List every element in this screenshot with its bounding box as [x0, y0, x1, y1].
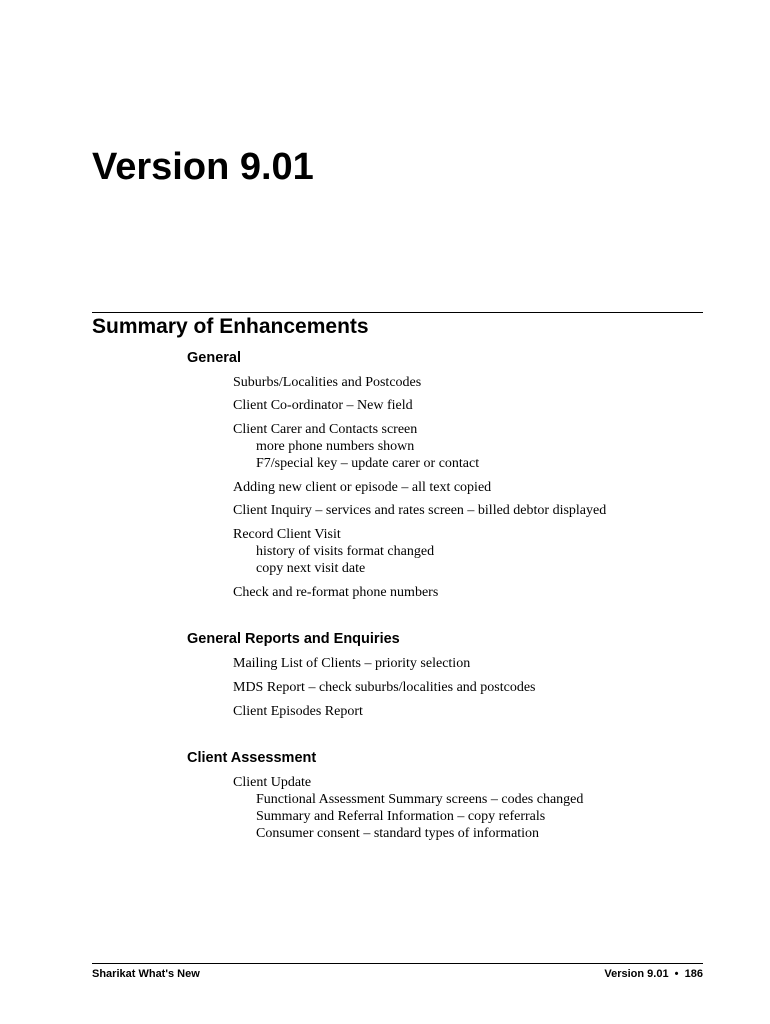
list-subitem: Functional Assessment Summary screens – codes changed [256, 792, 584, 807]
list-item: Client Inquiry – services and rates screen – billed debtor displayed [233, 503, 607, 518]
list-subitem: F7/special key – update carer or contact [256, 456, 480, 471]
list-subitem: more phone numbers shown [256, 439, 415, 454]
footer-document-title: Sharikat What's New [92, 968, 200, 980]
list-subitem: history of visits format changed [256, 544, 435, 559]
summary-title: Summary of Enhancements [92, 315, 369, 338]
footer-page-number: Version 9.01 • 186 [604, 968, 703, 980]
list-item: Client Carer and Contacts screen [233, 422, 418, 437]
list-item: MDS Report – check suburbs/localities and postcodes [233, 680, 536, 695]
list-subitem: copy next visit date [256, 561, 366, 576]
list-subitem: Summary and Referral Information – copy referrals [256, 809, 546, 824]
section-heading-general: General [187, 350, 241, 366]
list-subitem: Consumer consent – standard types of information [256, 826, 540, 841]
list-item: Suburbs/Localities and Postcodes [233, 375, 422, 390]
version-title: Version 9.01 [92, 146, 314, 188]
list-item: Adding new client or episode – all text copied [233, 480, 492, 495]
section-heading-reports: General Reports and Enquiries [187, 631, 400, 647]
list-item: Client Co-ordinator – New field [233, 398, 413, 413]
list-item: Client Episodes Report [233, 704, 363, 719]
list-item: Check and re-format phone numbers [233, 585, 439, 600]
section-heading-client-assessment: Client Assessment [187, 750, 317, 766]
list-item: Record Client Visit [233, 527, 341, 542]
footer-rule [92, 963, 703, 964]
list-item: Client Update [233, 775, 312, 790]
list-item: Mailing List of Clients – priority selection [233, 656, 471, 671]
